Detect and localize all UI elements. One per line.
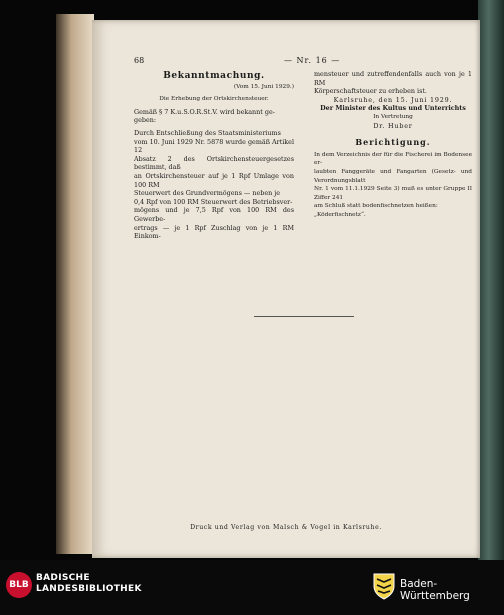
deputy-note: In Vertretung	[373, 113, 413, 120]
issuing-authority: Der Minister des Kultus und Unterrichts	[320, 104, 466, 113]
body-line: Absatz 2 des Ortskirchensteuergesetzes bestimmt, daß	[134, 154, 294, 172]
announcement-title: Bekanntmachung.	[163, 71, 265, 81]
section-divider	[254, 316, 354, 317]
body-line: geben:	[134, 116, 157, 125]
announcement-date: (Vom 15. Juni 1929.)	[233, 83, 294, 90]
blb-logo-icon[interactable]: BLB	[6, 572, 32, 598]
coat-of-arms-icon	[372, 572, 396, 600]
document-page	[92, 20, 480, 558]
correction-line: Nr. 1 vom 11.1.1929 Seite 3) muß es unter Gruppe II Ziffer 241	[314, 186, 472, 201]
book-cover-edge	[478, 0, 504, 560]
right-column	[314, 70, 472, 220]
running-head: — Nr. 16 —	[284, 56, 341, 65]
announcement-subject: Die Erhebung der Ortskirchensteuer.	[159, 96, 269, 103]
page-number: 68	[134, 56, 145, 65]
body-line: mensteuer und zutreffendenfalls auch von je 1 RM	[314, 70, 472, 87]
body-line: Steuerwert des Grundvermögens — neben je	[134, 189, 281, 198]
body-line: Gemäß § 7 K.u.S.O.R.St.V. wird bekannt ge-	[134, 107, 275, 116]
library-name-line1: BADISCHE	[36, 573, 90, 583]
left-column	[134, 72, 294, 241]
signatory: Dr. Huber	[373, 121, 413, 130]
body-line: 0,4 Rpf von 100 RM Steuerwert des Betriebsver-	[134, 197, 293, 206]
library-name[interactable]	[36, 573, 142, 595]
book-page-edges	[56, 14, 94, 554]
body-line: Körperschaftsteuer zu erheben ist.	[314, 87, 427, 96]
place-date: Karlsruhe, den 15. Juni 1929.	[333, 95, 453, 104]
body-line: Durch Entschließung des Staatsministeriums	[134, 128, 281, 137]
body-line: vom 10. Juni 1929 Nr. 5878 wurde gemäß Artikel 12	[134, 137, 294, 155]
body-line: an Ortskirchensteuer auf je 1 Rpf Umlage von 100 RM	[134, 171, 294, 189]
body-line: ertrags — je 1 Rpf Zuschlag von je 1 RM Einkom-	[134, 223, 294, 241]
body-line: mögens und je 7,5 Rpf von 100 RM des Gewerbe-	[134, 206, 294, 223]
library-name-line2: LANDESBIBLIOTHEK	[36, 584, 142, 594]
correction-line: am Schluß statt bodenfischnetzen heißen: „Köderfischnetz“.	[314, 203, 438, 218]
correction-title: Berichtigung.	[355, 137, 431, 148]
correction-line: laubten Fanggeräte und Fangarten (Gesetz- und Verordnungsblatt	[314, 168, 472, 184]
correction-line: In dem Verzeichnis der für die Fischerei im Bodensee er-	[314, 151, 472, 167]
imprint-footer: Druck und Verlag von Malsch & Vogel in Karlsruhe.	[190, 524, 382, 531]
state-name[interactable]: Baden-Württemberg	[400, 578, 470, 602]
